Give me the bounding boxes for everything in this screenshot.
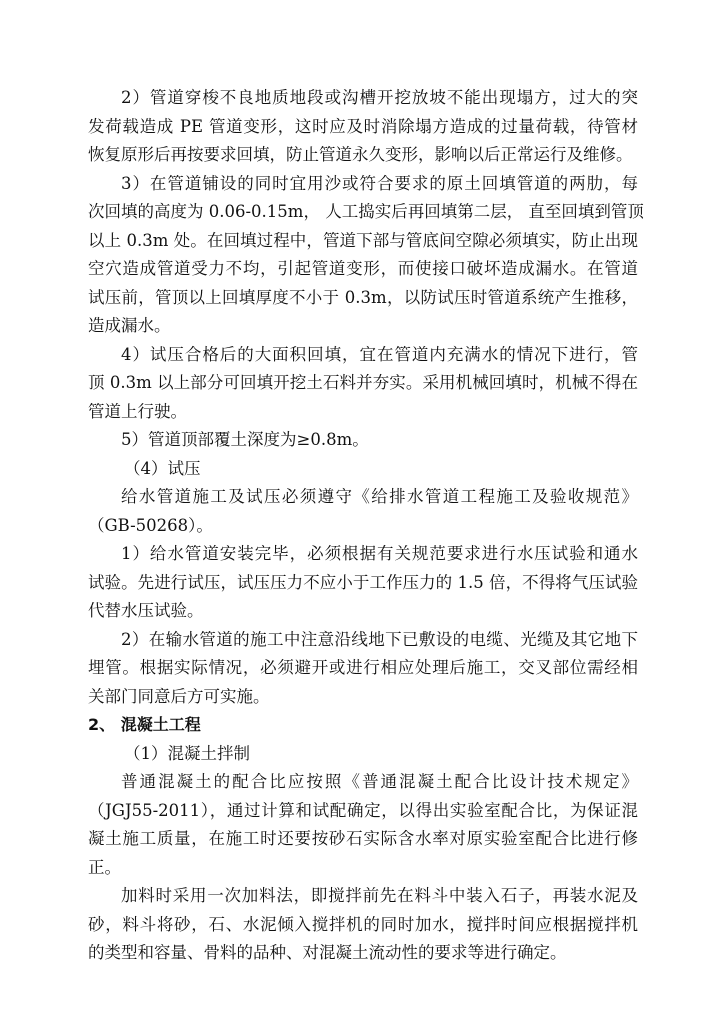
paragraph-line: 管道上行驶。: [88, 401, 187, 421]
paragraph-line: 3）在管道铺设的同时宜用沙或符合要求的原土回填管道的两肋，每: [121, 173, 638, 193]
paragraph-line: （GB-50268）。: [88, 515, 213, 535]
paragraph-line: 5）管道顶部覆土深度为≥0.8m。: [121, 430, 369, 449]
paragraph-line: 4）试压合格后的大面积回填，宜在管道内充满水的情况下进行，管: [121, 344, 638, 364]
paragraph-line: 发荷载造成 PE 管道变形，这时应及时消除塌方造成的过量荷载，待管材: [88, 116, 638, 136]
paragraph-line: 砂，料斗将砂，石、水泥倾入搅拌机的同时加水，搅拌时间应根据搅拌机: [88, 914, 638, 934]
paragraph-line: 普通混凝土的配合比应按照《普通混凝土配合比设计技术规定》: [121, 772, 638, 791]
paragraph-line: 次回填的高度为 0.06-0.15m， 人工捣实后再回填第二层， 直至回填到管顶: [88, 202, 644, 221]
subsection-heading: （1）混凝土拌制: [124, 743, 250, 763]
paragraph-line: 2）管道穿梭不良地质地段或沟槽开挖放坡不能出现塌方，过大的突: [121, 88, 638, 107]
paragraph-line: 给水管道施工及试压必须遵守《给排水管道工程施工及验收规范》: [121, 487, 638, 506]
paragraph-line: 凝土施工质量，在施工时还要按砂石实际含水率对原实验室配合比进行修: [88, 829, 638, 848]
paragraph-line: 空穴造成管道受力不均，引起管道变形，而使接口破坏造成漏水。在管道: [88, 259, 638, 278]
paragraph-line: 加料时采用一次加料法，即搅拌前先在料斗中装入石子，再装水泥及: [121, 886, 638, 905]
paragraph-line: 以上 0.3m 处。在回填过程中，管道下部与管底间空隙必须填实，防止出现: [88, 230, 638, 250]
section-heading: 2、 混凝土工程: [88, 715, 201, 734]
paragraph-line: 正。: [88, 857, 121, 877]
paragraph-line: 代替水压试验。: [88, 601, 204, 620]
paragraph-line: 顶 0.3m 以上部分可回填开挖土石料并夯实。采用机械回填时，机械不得在: [88, 373, 638, 392]
paragraph-line: 2）在输水管道的施工中注意沿线地下已敷设的电缆、光缆及其它地下: [121, 629, 638, 649]
paragraph-line: 试验。先进行试压，试压压力不应小于工作压力的 1.5 倍，不得将气压试验: [88, 572, 638, 592]
document-page: [88, 84, 644, 968]
subsection-heading: （4）试压: [124, 458, 201, 478]
paragraph-line: （JGJ55-2011），通过计算和试配确定，以得出实验室配合比，为保证混: [88, 800, 638, 820]
paragraph-line: 造成漏水。: [88, 316, 171, 335]
paragraph-line: 关部门同意后方可实施。: [88, 686, 270, 706]
paragraph-line: 1）给水管道安装完毕，必须根据有关规范要求进行水压试验和通水: [121, 544, 638, 563]
paragraph-line: 试压前，管顶以上回填厚度不小于 0.3m，以防试压时管道系统产生推移，: [88, 287, 638, 307]
paragraph-line: 恢复原形后再按要求回填，防止管道永久变形，影响以后正常运行及维修。: [88, 145, 633, 164]
paragraph-line: 埋管。根据实际情况，必须避开或进行相应处理后施工，交叉部位需经相: [88, 658, 638, 677]
paragraph-line: 的类型和容量、骨料的品种、对混凝土流动性的要求等进行确定。: [88, 943, 567, 962]
